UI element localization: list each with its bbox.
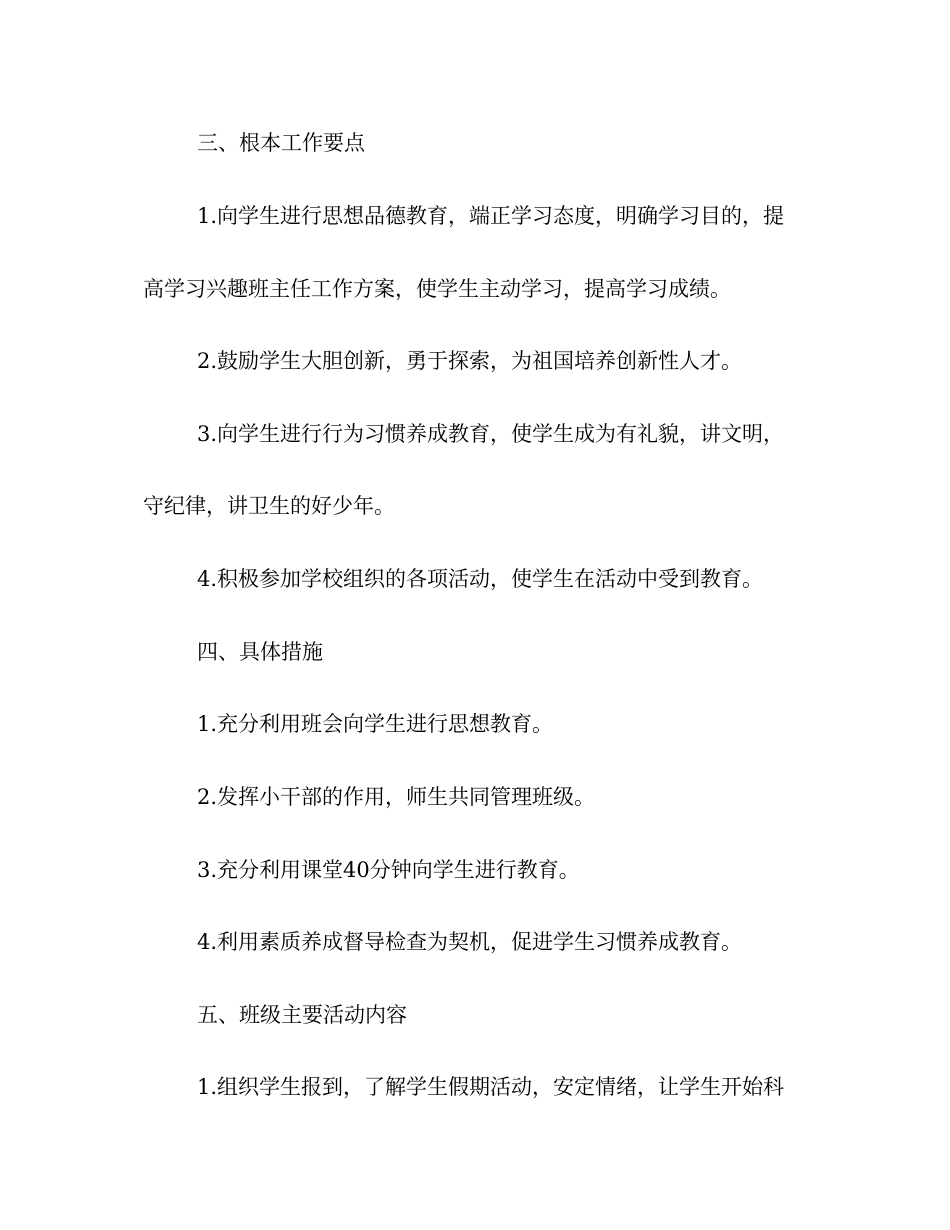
paragraph-line: 守纪律，讲卫生的好少年。 [143, 494, 395, 518]
paragraph-line: 2.发挥小干部的作用，师生共同管理班级。 [197, 785, 596, 809]
paragraph-line: 4.利用素质养成督导检查为契机，促进学生习惯养成教育。 [197, 930, 743, 954]
section-heading-5: 五、班级主要活动内容 [197, 1003, 407, 1027]
section-heading-3: 三、根本工作要点 [197, 131, 365, 155]
paragraph-line: 1.组织学生报到，了解学生假期活动，安定情绪，让学生开始科 [197, 1075, 785, 1099]
paragraph-line: 4.积极参加学校组织的各项活动，使学生在活动中受到教育。 [197, 567, 764, 591]
paragraph-line: 1.充分利用班会向学生进行思想教育。 [197, 712, 554, 736]
paragraph-line: 高学习兴趣班主任工作方案，使学生主动学习，提高学习成绩。 [143, 277, 731, 301]
section-heading-4: 四、具体措施 [197, 640, 323, 664]
paragraph-line: 3.充分利用课堂40分钟向学生进行教育。 [197, 858, 580, 882]
paragraph-line: 3.向学生进行行为习惯养成教育，使学生成为有礼貌，讲文明， [197, 422, 785, 446]
paragraph-line: 1.向学生进行思想品德教育，端正学习态度，明确学习目的，提 [197, 204, 785, 228]
paragraph-line: 2.鼓励学生大胆创新，勇于探索，为祖国培养创新性人才。 [197, 349, 743, 373]
